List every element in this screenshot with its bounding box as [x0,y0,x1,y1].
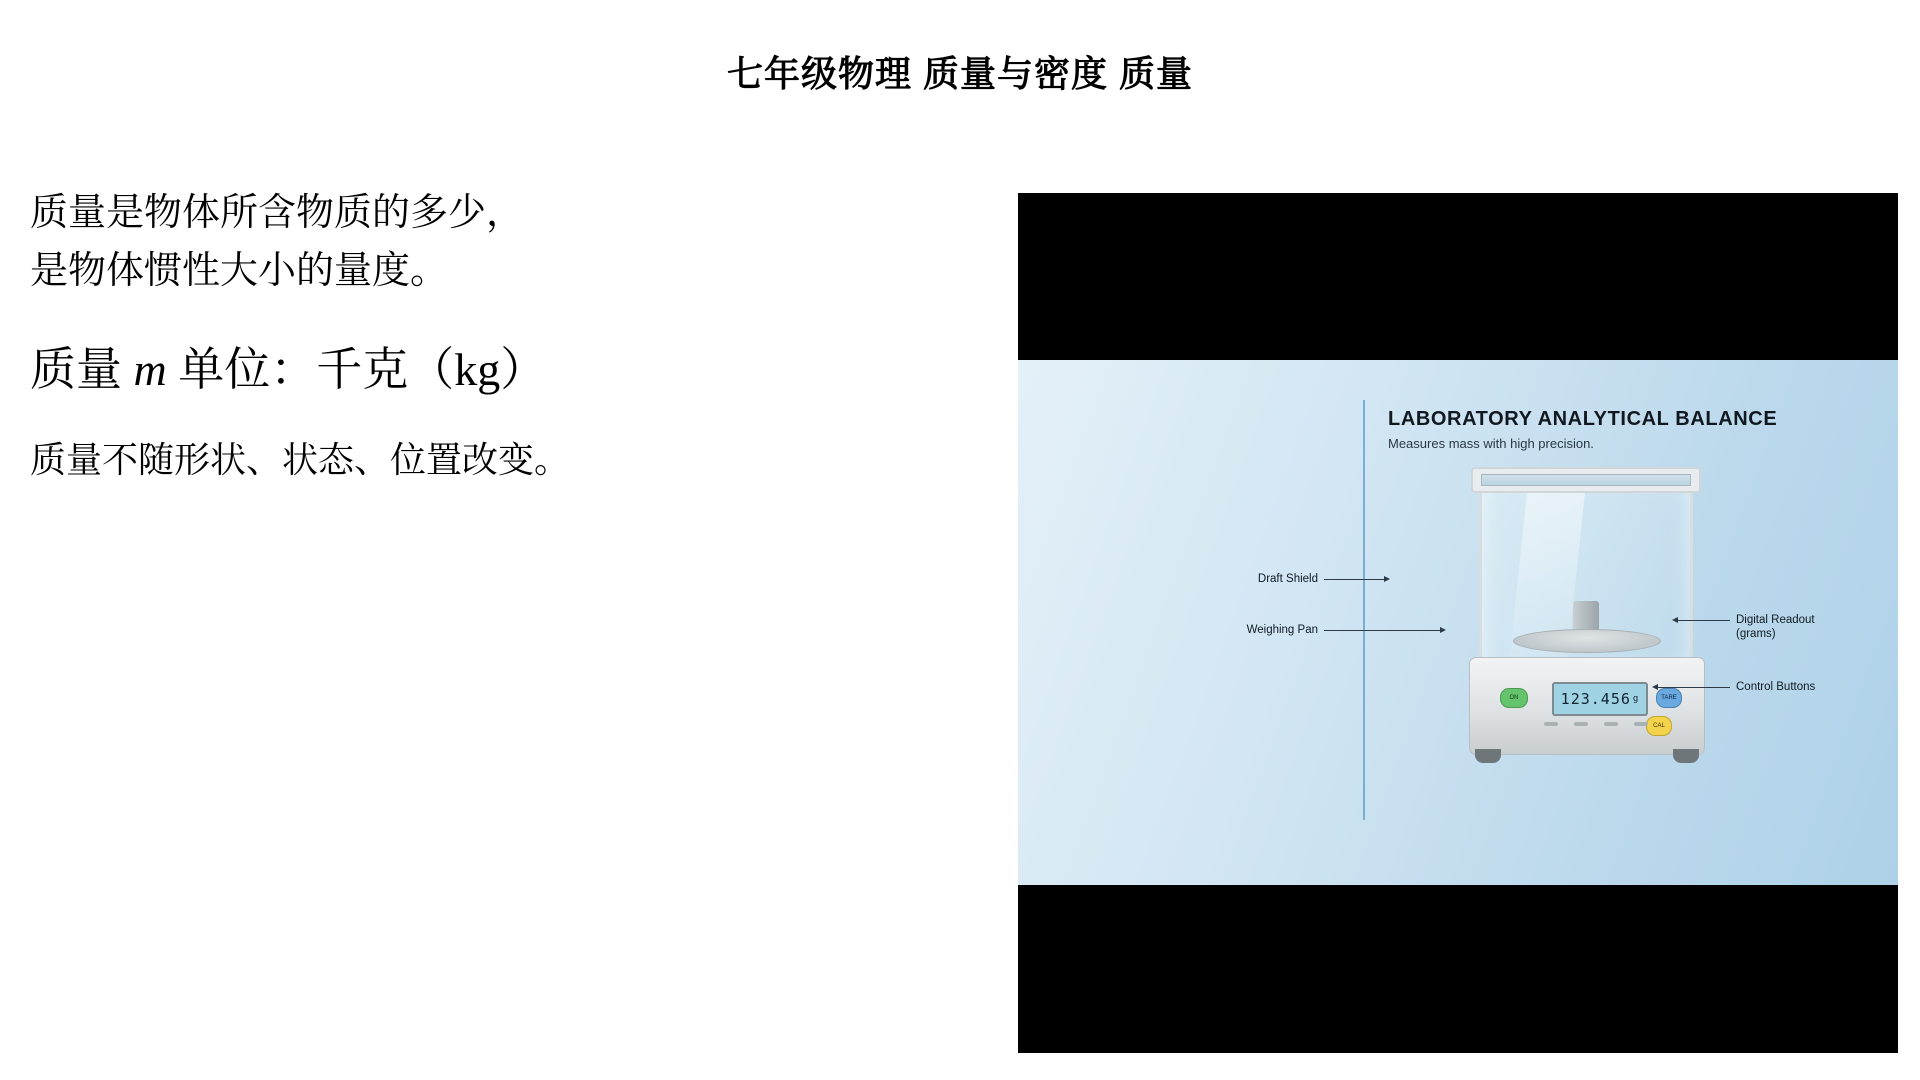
control-key[interactable] [1574,722,1588,726]
power-button[interactable]: ON [1500,688,1528,708]
analytical-balance-graphic [1451,477,1721,807]
callout-draft-shield: Draft Shield [1257,573,1318,585]
figure-heading: LABORATORY ANALYTICAL BALANCE [1388,408,1778,430]
weighing-pan-graphic [1513,629,1661,653]
control-key[interactable] [1604,722,1618,726]
definition-paragraph [30,185,990,301]
callout-weighing-pan: Weighing Pan [1246,624,1318,636]
callout-digital-readout [1736,613,1876,642]
digital-readout-display [1552,682,1648,716]
leader-control-buttons [1658,687,1730,688]
formula-symbol: m [133,343,167,395]
figure-divider [1363,400,1365,820]
control-key[interactable] [1544,722,1558,726]
balance-foot-left [1475,749,1501,763]
readout-value: 123.456 [1560,690,1631,708]
formula-prefix: 质量 [30,343,134,395]
formula-suffix: 单位：千克（kg） [166,343,547,395]
draft-shield-top-inner [1481,474,1691,486]
content-text-column [30,185,990,487]
page-title: 七年级物理 质量与密度 质量 [726,53,1193,94]
balance-body [1469,657,1705,755]
figure-subheading: Measures mass with high precision. [1388,436,1594,451]
draft-shield-top [1471,467,1701,493]
invariance-paragraph: 质量不随形状、状态、位置改变。 [30,438,571,480]
balance-foot-right [1673,749,1699,763]
balance-figure [1018,193,1898,1053]
readout-unit: g [1632,694,1640,704]
cal-button[interactable]: CAL [1646,716,1672,736]
leader-weighing-pan [1324,630,1440,631]
control-keys[interactable] [1544,722,1648,732]
leader-draft-shield [1324,579,1384,580]
unit-formula-line [30,333,990,399]
definition-line-1: 质量是物体所含物质的多少， [30,192,525,234]
definition-line-2: 是物体惯性大小的量度。 [30,249,449,292]
callout-control-buttons: Control Buttons [1736,681,1816,693]
callout-digital-readout-line2: (grams) [1736,628,1776,641]
tare-button[interactable]: TARE [1656,688,1682,708]
control-key[interactable] [1634,722,1648,726]
callout-digital-readout-line1: Digital Readout [1736,614,1815,626]
balance-illustration [1018,360,1898,885]
leader-digital-readout [1678,620,1730,621]
